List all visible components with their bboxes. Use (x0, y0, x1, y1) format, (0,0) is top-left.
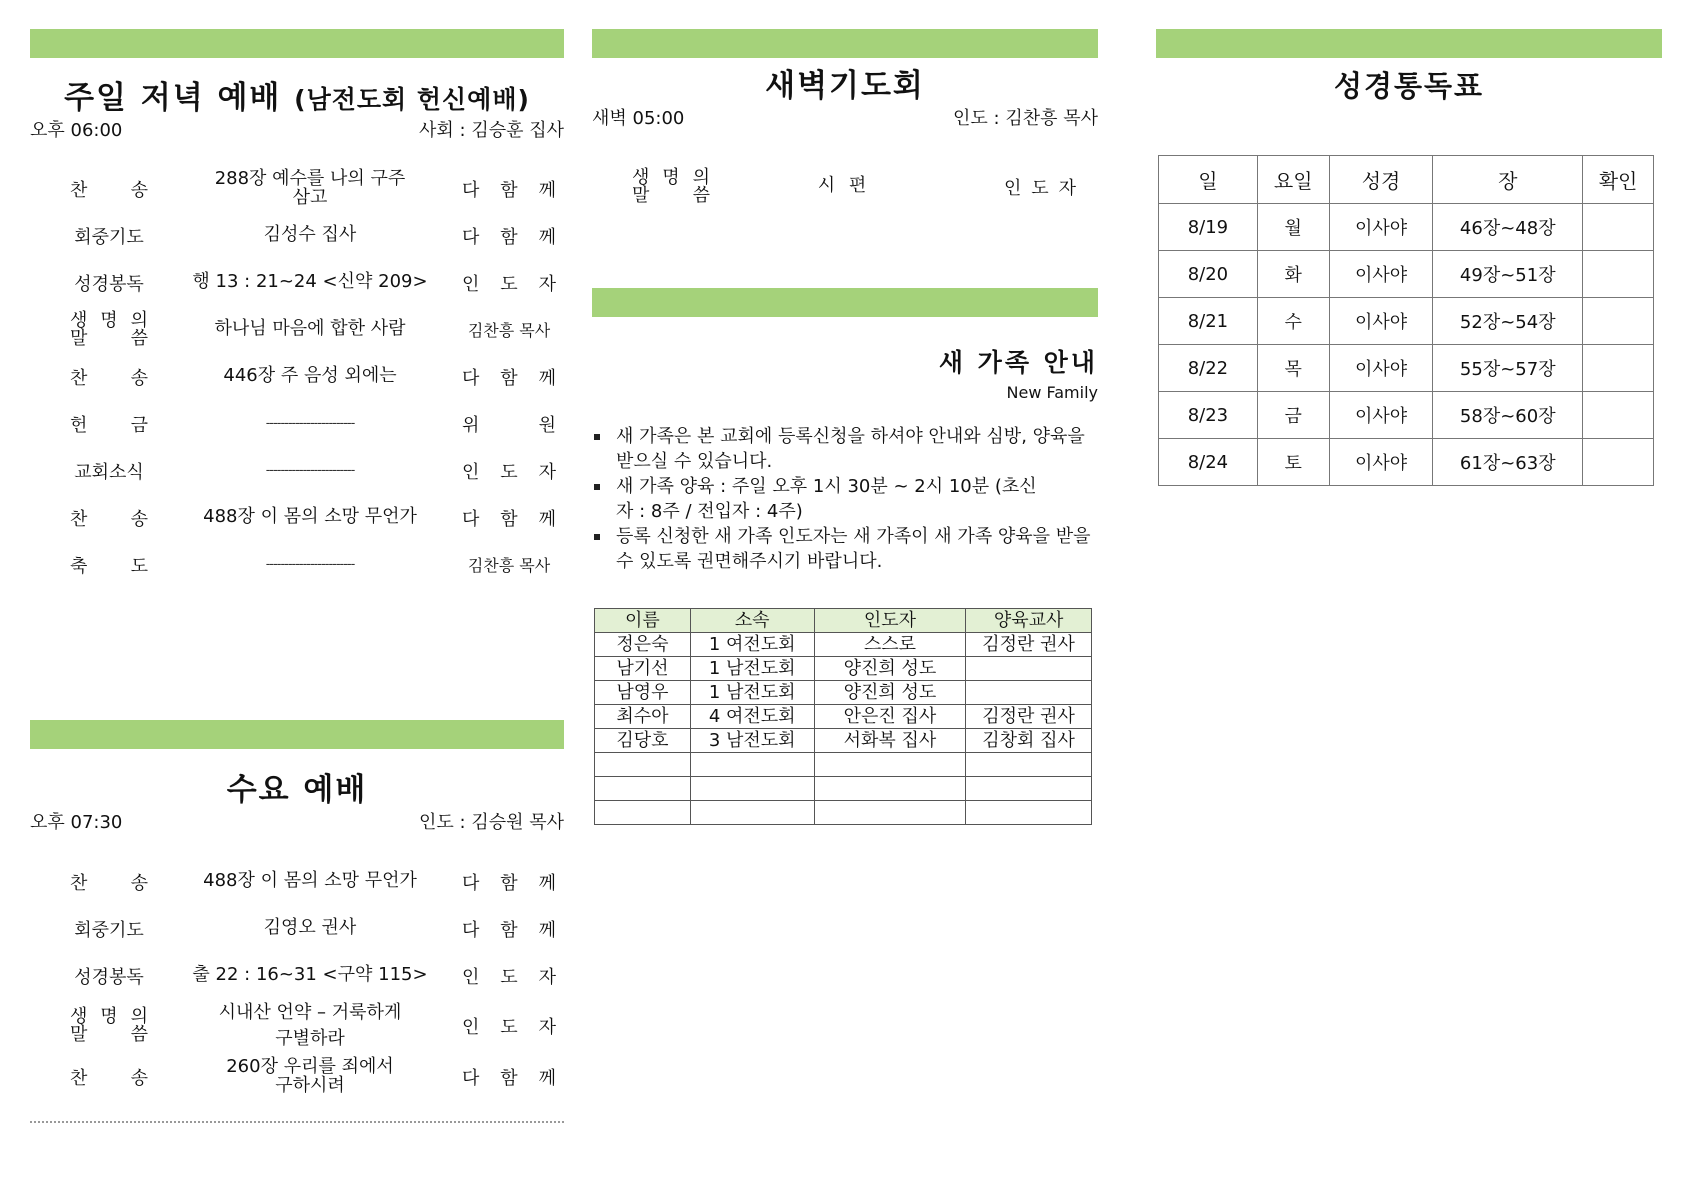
table-cell: 김창회 집사 (966, 729, 1092, 753)
table-cell (966, 657, 1092, 681)
order-content: ------------------------ (265, 462, 355, 478)
table-cell: 61장~63장 (1433, 439, 1583, 486)
dawn-order-row (592, 163, 1098, 210)
table-row (1159, 251, 1654, 298)
table-cell: 화 (1257, 251, 1329, 298)
table-cell: 최수아 (595, 705, 691, 729)
order-content: 288장 예수를 나의 구주 삼고 (214, 167, 406, 208)
table-row (1159, 345, 1654, 392)
table-row (1159, 298, 1654, 345)
column-header: 성경 (1329, 156, 1433, 204)
table-cell: 이사야 (1329, 345, 1433, 392)
table-cell (690, 801, 814, 825)
order-label: 성경봉독 (74, 966, 144, 988)
note-item: 새 가족 양육 : 주일 오후 1시 30분 ~ 2시 10분 (초신자 : 8주 / 전입자 : 4주) (592, 474, 1098, 524)
table-cell: 1 남전도회 (690, 657, 814, 681)
table-cell (595, 777, 691, 801)
sunday-evening-title: 주일 저녁 예배 (남전도회 헌신예배) (64, 80, 530, 116)
bible-reading-title: 성경통독표 (1333, 69, 1485, 103)
section-header-bar (30, 720, 564, 749)
new-family-subtitle: New Family (1006, 383, 1098, 402)
table-cell: 8/22 (1159, 345, 1258, 392)
section-header-bar (30, 29, 564, 58)
order-by: 다 함 께 (462, 872, 556, 894)
order-label: 성경봉독 (74, 273, 144, 295)
new-family-notes (592, 424, 1098, 574)
service-time: 오후 07:30 (30, 812, 123, 833)
table-cell (595, 801, 691, 825)
order-label: 교회소식 (74, 461, 144, 483)
note-item: 등록 신청한 새 가족 인도자는 새 가족이 새 가족 양육을 받을 수 있도록 권면해주시기 바랍니다. (592, 524, 1098, 574)
order-label: 찬 송 (70, 872, 148, 894)
order-by: 다 함 께 (462, 226, 556, 248)
bible-reading-table (1158, 155, 1654, 486)
order-row (30, 353, 564, 400)
check-cell[interactable] (1583, 439, 1654, 486)
order-row (30, 212, 564, 259)
order-by: 김찬흥 목사 (467, 321, 551, 340)
table-cell: 김정란 권사 (966, 633, 1092, 657)
table-cell: 8/21 (1159, 298, 1258, 345)
order-content: 446장 주 음성 외에는 (223, 365, 397, 387)
table-cell: 8/20 (1159, 251, 1258, 298)
table-cell (690, 753, 814, 777)
order-by: 다 함 께 (462, 1067, 556, 1089)
table-cell: 52장~54장 (1433, 298, 1583, 345)
order-by: 인 도 자 (462, 461, 556, 483)
table-cell (690, 777, 814, 801)
check-cell[interactable] (1583, 251, 1654, 298)
table-row (595, 633, 1092, 657)
table-cell: 정은숙 (595, 633, 691, 657)
table-cell (966, 681, 1092, 705)
service-time: 오후 06:00 (30, 120, 123, 141)
order-label: 찬 송 (70, 179, 148, 201)
table-cell (966, 753, 1092, 777)
table-cell (814, 777, 966, 801)
table-cell: 8/19 (1159, 204, 1258, 251)
table-row (1159, 392, 1654, 439)
column-header: 장 (1433, 156, 1583, 204)
order-row (30, 259, 564, 306)
order-content: 하나님 마음에 합한 사람 (214, 318, 406, 340)
section-header-bar (1156, 29, 1662, 58)
table-row (595, 657, 1092, 681)
table-header-row (1159, 156, 1654, 204)
table-cell: 금 (1257, 392, 1329, 439)
check-cell[interactable] (1583, 298, 1654, 345)
order-content: 260장 우리를 죄에서 구하시려 (226, 1055, 394, 1096)
table-row (1159, 439, 1654, 486)
table-cell: 이사야 (1329, 251, 1433, 298)
order-row (30, 999, 564, 1053)
order-by: 다 함 께 (462, 367, 556, 389)
column-header: 양육교사 (966, 609, 1092, 633)
service-time: 새벽 05:00 (592, 108, 685, 129)
table-cell: 49장~51장 (1433, 251, 1583, 298)
order-by: 인 도 자 (462, 273, 556, 295)
column-header: 요일 (1257, 156, 1329, 204)
table-cell: 월 (1257, 204, 1329, 251)
table-cell: 8/23 (1159, 392, 1258, 439)
order-content: 출 22 : 16~31 <구약 115> (192, 964, 428, 986)
order-row (30, 165, 564, 212)
new-family-table (594, 608, 1092, 825)
order-row (30, 905, 564, 952)
table-cell: 이사야 (1329, 204, 1433, 251)
order-label: 헌 금 (70, 414, 148, 436)
table-cell: 이사야 (1329, 439, 1433, 486)
table-cell: 3 남전도회 (690, 729, 814, 753)
table-cell: 8/24 (1159, 439, 1258, 486)
table-cell: 토 (1257, 439, 1329, 486)
order-label: 축 도 (70, 555, 148, 577)
order-by: 다 함 께 (462, 919, 556, 941)
wednesday-title: 수요 예배 (226, 772, 368, 808)
table-row (595, 753, 1092, 777)
order-row (30, 400, 564, 447)
service-leader: 인도 : 김승원 목사 (419, 812, 564, 833)
column-header: 확인 (1583, 156, 1654, 204)
table-cell: 이사야 (1329, 298, 1433, 345)
check-cell[interactable] (1583, 204, 1654, 251)
order-label: 찬 송 (70, 508, 148, 530)
table-row (595, 705, 1092, 729)
table-cell: 김정란 권사 (966, 705, 1092, 729)
order-row (30, 447, 564, 494)
order-content: 시 편 (817, 175, 867, 197)
order-label: 찬 송 (70, 367, 148, 389)
table-cell: 남영우 (595, 681, 691, 705)
order-content: 시내산 언약 – 거룩하게 구별하라 (218, 1001, 402, 1049)
table-cell: 수 (1257, 298, 1329, 345)
section-header-bar (592, 29, 1098, 58)
order-by: 다 함 께 (462, 179, 556, 201)
table-cell (966, 801, 1092, 825)
check-cell[interactable] (1583, 392, 1654, 439)
note-item: 새 가족은 본 교회에 등록신청을 하셔야 안내와 심방, 양육을 받으실 수 있습니다. (592, 424, 1098, 474)
order-row (30, 858, 564, 905)
table-cell: 55장~57장 (1433, 345, 1583, 392)
dotted-divider (30, 1121, 564, 1123)
table-cell: 양진희 성도 (814, 657, 966, 681)
order-label: 생 명 의 말 씀 (70, 309, 148, 349)
order-label: 회중기도 (74, 919, 144, 941)
order-label: 생 명 의 말 씀 (70, 1006, 148, 1045)
table-cell (814, 801, 966, 825)
order-label: 생 명 의 말 씀 (632, 166, 710, 206)
order-row (30, 1053, 564, 1100)
sunday-evening-section (30, 0, 564, 1190)
order-by: 인 도 자 (462, 966, 556, 988)
order-content: 김영오 권사 (263, 917, 357, 939)
section-header-bar (592, 288, 1098, 317)
table-cell: 1 남전도회 (690, 681, 814, 705)
order-row (30, 494, 564, 541)
order-content: 488장 이 몸의 소망 무언가 (203, 506, 417, 528)
table-cell: 46장~48장 (1433, 204, 1583, 251)
table-cell: 스스로 (814, 633, 966, 657)
column-header: 일 (1159, 156, 1258, 204)
order-content: 488장 이 몸의 소망 무언가 (203, 870, 417, 892)
table-cell (814, 753, 966, 777)
order-content: 행 13 : 21~24 <신약 209> (192, 271, 428, 293)
check-cell[interactable] (1583, 345, 1654, 392)
order-by: 인 도 자 (1004, 177, 1076, 199)
order-row (30, 306, 564, 353)
order-label: 회중기도 (74, 226, 144, 248)
order-content: 김성수 집사 (263, 224, 357, 246)
table-row (595, 681, 1092, 705)
order-row (30, 541, 564, 588)
table-cell: 4 여전도회 (690, 705, 814, 729)
middle-section (592, 0, 1098, 1190)
column-header: 소속 (690, 609, 814, 633)
order-by: 다 함 께 (462, 508, 556, 530)
table-cell: 안은진 집사 (814, 705, 966, 729)
new-family-title: 새 가족 안내 (938, 348, 1098, 377)
table-cell: 서화복 집사 (814, 729, 966, 753)
order-label: 찬 송 (70, 1067, 148, 1089)
table-cell: 김당호 (595, 729, 691, 753)
order-content: ------------------------ (265, 415, 355, 431)
table-cell: 이사야 (1329, 392, 1433, 439)
table-cell: 58장~60장 (1433, 392, 1583, 439)
table-cell: 1 여전도회 (690, 633, 814, 657)
bible-reading-section (1156, 0, 1662, 1190)
order-by: 인 도 자 (462, 1017, 556, 1038)
table-row (595, 777, 1092, 801)
table-row (595, 801, 1092, 825)
table-row (1159, 204, 1654, 251)
service-leader: 사회 : 김승훈 집사 (419, 120, 564, 141)
column-header: 인도자 (814, 609, 966, 633)
service-leader: 인도 : 김찬흥 목사 (953, 108, 1098, 129)
table-cell: 남기선 (595, 657, 691, 681)
table-cell: 목 (1257, 345, 1329, 392)
dawn-title: 새벽기도회 (765, 68, 925, 104)
table-row (595, 729, 1092, 753)
table-cell (966, 777, 1092, 801)
order-row (30, 952, 564, 999)
table-cell (595, 753, 691, 777)
order-content: ------------------------ (265, 556, 355, 572)
order-by: 위 원 (462, 414, 556, 436)
table-header-row (595, 609, 1092, 633)
column-header: 이름 (595, 609, 691, 633)
order-by: 김찬흥 목사 (467, 556, 551, 575)
table-cell: 양진희 성도 (814, 681, 966, 705)
